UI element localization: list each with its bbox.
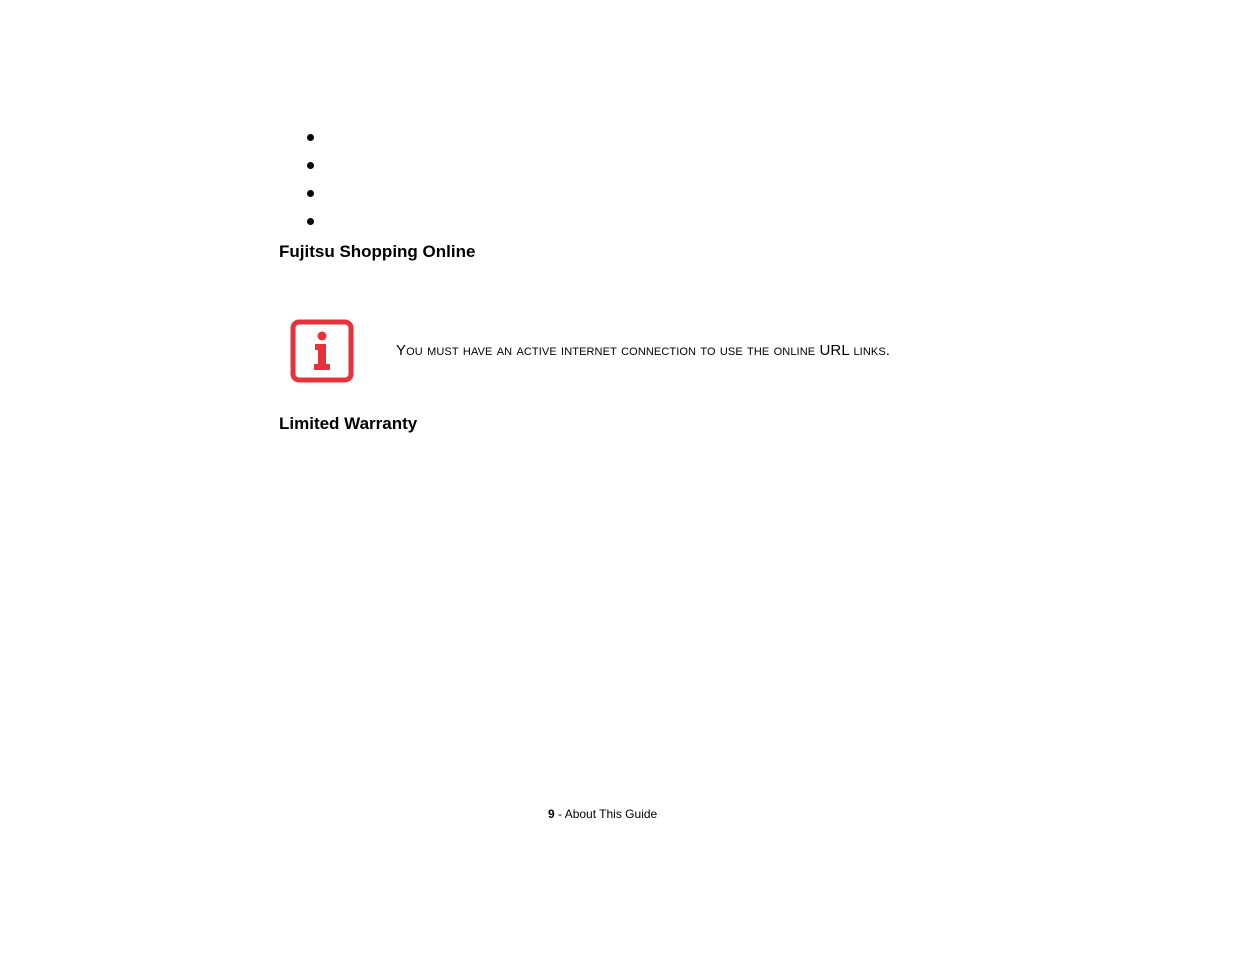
bullet-dot-icon (307, 218, 314, 225)
footer-section-title: About This Guide (564, 807, 658, 821)
page-footer (548, 806, 657, 822)
section-heading-shopping-online: Fujitsu Shopping Online (279, 242, 476, 261)
bullet-dot-icon (307, 134, 314, 141)
footer-separator: - (554, 807, 565, 821)
info-icon (290, 319, 354, 383)
bullet-dot-icon (307, 162, 314, 169)
page-number: 9 (548, 807, 555, 821)
bullet-dot-icon (307, 190, 314, 197)
note-text: You must have an active internet connection to use the online URL links. (396, 342, 891, 359)
section-heading-limited-warranty: Limited Warranty (279, 414, 418, 433)
